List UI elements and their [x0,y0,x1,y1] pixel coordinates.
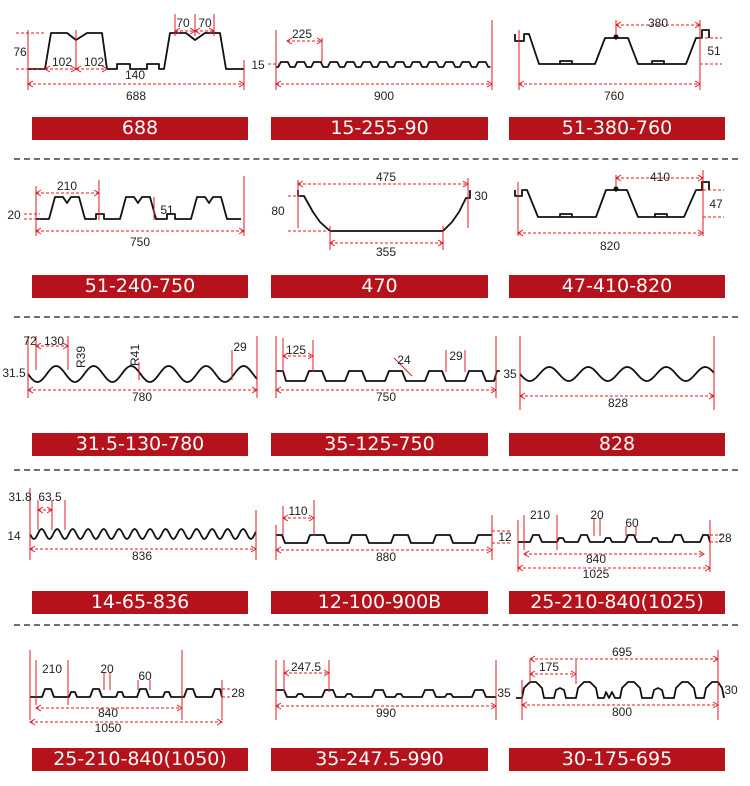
dim-label: 175 [538,660,560,674]
profile-31.5-130-780 [2,334,257,404]
dim-label: 35 [497,686,511,700]
dim-label: 29 [449,349,463,363]
profile-code-banner: 14-65-836 [32,591,248,614]
profile-828 [520,336,714,410]
profile-outline [520,367,714,381]
profile-688 [13,14,244,103]
profile-code-banner: 30-175-695 [509,748,725,771]
profile-outline [515,30,709,64]
dim-label: 750 [375,390,397,404]
profile-15-255-90 [251,20,492,103]
profile-code-banner: 828 [509,433,725,456]
row-divider [14,158,738,160]
dim-label: 102 [51,55,73,69]
profile-code-banner: 51-240-750 [32,275,248,298]
profile-code-banner: 51-380-760 [509,117,725,140]
profile-code-banner: 12-100-900B [271,591,488,614]
dim-label: 820 [599,239,621,253]
dim-label: 247.5 [290,660,322,674]
dim-label: 15 [251,58,265,72]
dim-label: 102 [83,55,105,69]
dim-label: 51 [160,203,174,217]
dim-label: 110 [288,504,308,518]
profile-outline [518,535,710,542]
profile-outline [276,62,491,67]
profile-code-banner: 688 [32,117,248,140]
dim-label: 800 [611,705,633,719]
dim-label: 30 [474,189,488,203]
dim-label: 750 [129,235,151,249]
dim-label: 210 [41,662,63,676]
dim-label: 880 [375,550,397,564]
profile-code-banner: 31.5-130-780 [32,433,248,456]
dim-label: 72 [23,334,37,348]
profile-470 [271,170,488,259]
profile-code-banner: 35-247.5-990 [271,748,488,771]
profile-35-125-750 [276,336,517,404]
profile-14-65-836 [7,488,256,563]
dim-label: 31.5 [2,366,26,380]
dim-label: 780 [131,390,153,404]
dim-label: 210 [56,179,78,193]
profile-outline [276,535,492,543]
row-divider [14,469,738,471]
ref-dot [614,187,619,192]
row-divider [14,316,738,318]
profile-25-210-840-1050 [30,650,245,735]
profile-outline [298,190,470,231]
profile-outline [28,366,257,382]
profile-code-banner: 25-210-840(1025) [509,591,725,614]
dim-label: 140 [124,68,146,82]
dim-label: 836 [131,549,153,563]
profile-51-240-750 [7,176,244,249]
dim-label: 760 [603,89,625,103]
dim-label: 225 [291,27,313,41]
profile-47-410-820 [515,170,724,253]
dim-label: 70 [198,16,212,30]
profile-25-210-840-1025 [518,508,732,581]
dim-label: 29 [233,340,247,354]
dim-label: 76 [13,45,27,59]
dim-label: 20 [7,208,21,222]
dim-label: 840 [585,552,607,566]
dim-label: 828 [607,396,629,410]
dim-label: 80 [271,204,285,218]
dim-label: 1050 [94,721,122,735]
dim-label: 70 [176,16,190,30]
dim-label: 20 [100,662,114,676]
dim-label: 63.5 [38,490,62,504]
dim-label: 47 [709,197,723,211]
dim-label: 210 [529,508,551,522]
profile-12-100-900B [276,500,512,564]
dim-label: 1025 [582,567,610,581]
dim-label: 20 [590,508,604,522]
profile-outline [30,689,222,697]
row-divider [14,624,738,626]
profile-outline [30,529,256,539]
dim-label: R41 [128,343,142,367]
dim-label: 900 [373,89,395,103]
dim-label: 31.8 [8,490,32,504]
dim-label: 28 [231,686,245,700]
dim-label: 60 [625,516,639,530]
profile-outline [515,182,709,217]
dim-label: 35 [503,367,517,381]
profile-30-175-695 [516,645,738,720]
dim-label: 695 [611,645,633,659]
dim-label: 688 [125,89,147,103]
profile-code-banner: 470 [271,275,488,298]
dim-label: 355 [375,245,397,259]
dim-label: 130 [43,334,65,348]
profile-code-banner: 25-210-840(1050) [32,748,248,771]
ref-dot [614,35,619,40]
profile-51-380-760 [515,16,722,103]
dim-label: 28 [718,531,732,545]
dim-label: R39 [74,345,88,369]
profile-35-247.5-990 [276,660,511,720]
profile-outline [516,682,724,698]
profile-outline [276,371,500,381]
dim-label: 380 [647,16,669,30]
profile-outline [276,690,496,697]
dim-label: 12 [498,530,512,544]
profile-code-banner: 15-255-90 [271,117,488,140]
dim-label: 14 [7,529,21,543]
dim-label: 410 [649,170,671,184]
profile-code-banner: 47-410-820 [509,275,725,298]
dim-label: 24 [397,353,411,367]
profile-code-banner: 35-125-750 [271,433,488,456]
dim-label: 51 [707,44,721,58]
dim-label: 30 [724,683,738,697]
profile-outline [36,197,241,219]
dim-label: 475 [375,170,397,184]
dim-label: 125 [285,343,307,357]
dim-label: 60 [138,669,152,683]
dim-label: 990 [375,706,397,720]
dim-label: 840 [97,706,119,720]
